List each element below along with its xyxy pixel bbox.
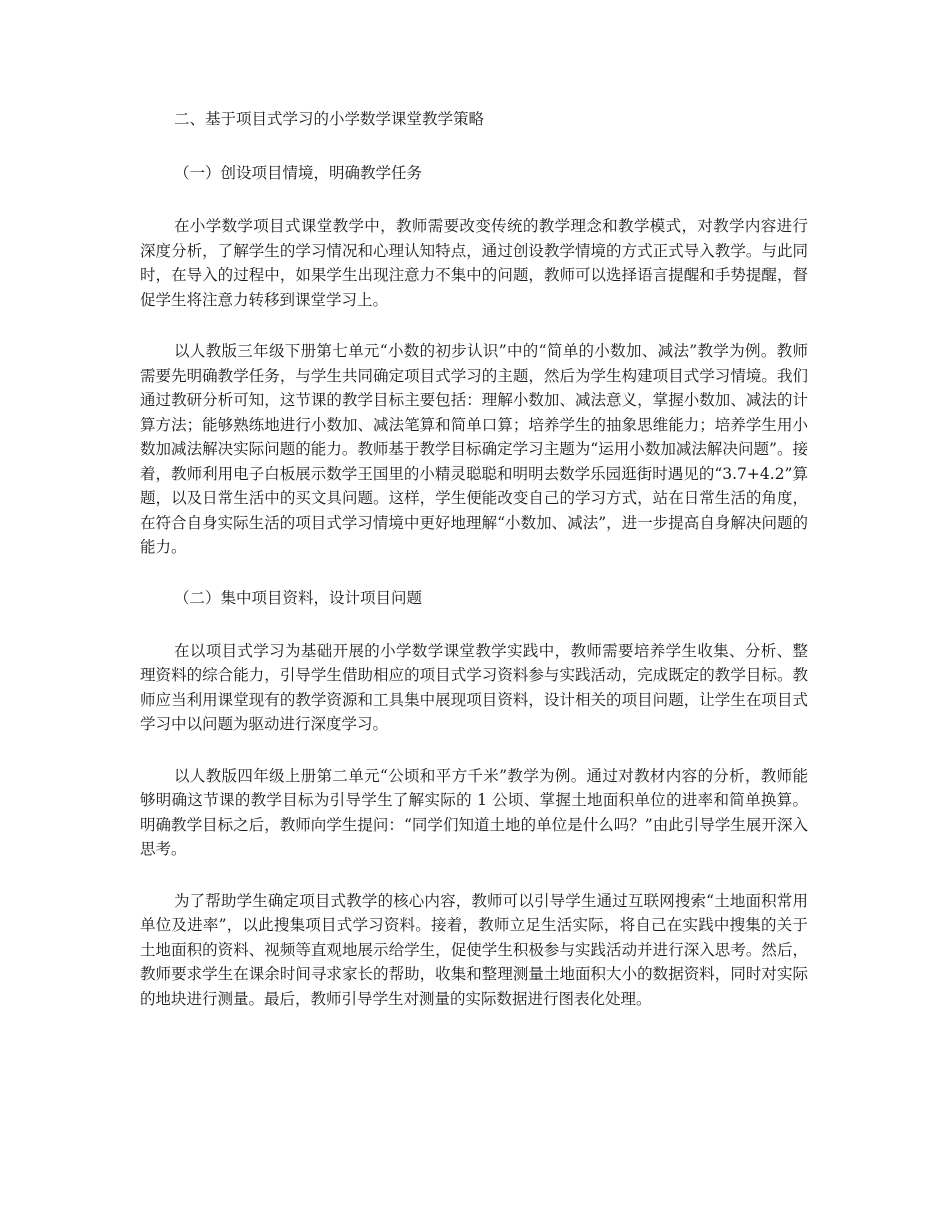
subsection-title-1: （一）创设项目情境，明确教学任务	[174, 164, 423, 182]
document-page	[140, 108, 808, 1038]
subsection-title-2: （二）集中项目资料，设计项目问题	[174, 588, 423, 607]
paragraph-5: 为了帮助学生确定项目式教学的核心内容，教师可以引导学生通过互联网搜索“土地面积常用单位及进率”，以此搜集项目式学习资料。接着，教师立足生活实际，将自己在实践中搜集的关于土地面积的资料、视频等直观地展示给学生，促使学生积极参与实践活动并进行深入思考。然后，教师要求学生在课余时间寻求家长的帮助，收集和整理测量土地面积大小的数据资料，同时对实际的地块进行测量。最后，教师引导学生对测量的实际数据进行图表化处理。	[140, 891, 808, 1008]
paragraph-4: 以人教版四年级上册第二单元“公顷和平方千米”教学为例。通过对教材内容的分析，教师能够明确这节课的教学目标为引导学生了解实际的 1 公顷、掌握土地面积单位的进率和简单换算。明确教学目标之后，教师向学生提问：“同学们知道土地的单位是什么吗？”由此引导学生展开深入思考。	[140, 766, 808, 858]
paragraph-1: 在小学数学项目式课堂教学中，教师需要改变传统的教学理念和教学模式，对教学内容进行深度分析，了解学生的学习情况和心理认知特点，通过创设教学情境的方式正式导入教学。与此同时，在导入的过程中，如果学生出现注意力不集中的问题，教师可以选择语言提醒和手势提醒，督促学生将注意力转移到课堂学习上。	[140, 217, 808, 309]
section-title: 二、基于项目式学习的小学数学课堂教学策略	[174, 110, 485, 128]
paragraph-3: 在以项目式学习为基础开展的小学数学课堂教学实践中，教师需要培养学生收集、分析、整理资料的综合能力，引导学生借助相应的项目式学习资料参与实践活动，完成既定的教学目标。教师应当利用课堂现有的教学资源和工具集中展现项目资料，设计相关的项目问题，让学生在项目式学习中以问题为驱动进行深度学习。	[140, 641, 808, 733]
paragraph-2: 以人教版三年级下册第七单元“小数的初步认识”中的“简单的小数加、减法”教学为例。教师需要先明确教学任务，与学生共同确定项目式学习的主题，然后为学生构建项目式学习情境。我们通过教研分析可知，这节课的教学目标主要包括：理解小数加、减法意义，掌握小数加、减法的计算方法；能够熟练地进行小数加、减法笔算和简单口算；培养学生的抽象思维能力；培养学生用小数加减法解决实际问题的能力。教师基于教学目标确定学习主题为“运用小数加减法解决问题”。接着，教师利用电子白板展示数学王国里的小精灵聪聪和明明去数学乐园逛街时遇见的“3.7+4.2”算题，以及日常生活中的买文具问题。这样，学生便能改变自己的学习方式，站在日常生活的角度，在符合自身实际生活的项目式学习情境中更好地理解“小数加、减法”，进一步提高自身解决问题的能力。	[140, 342, 808, 556]
